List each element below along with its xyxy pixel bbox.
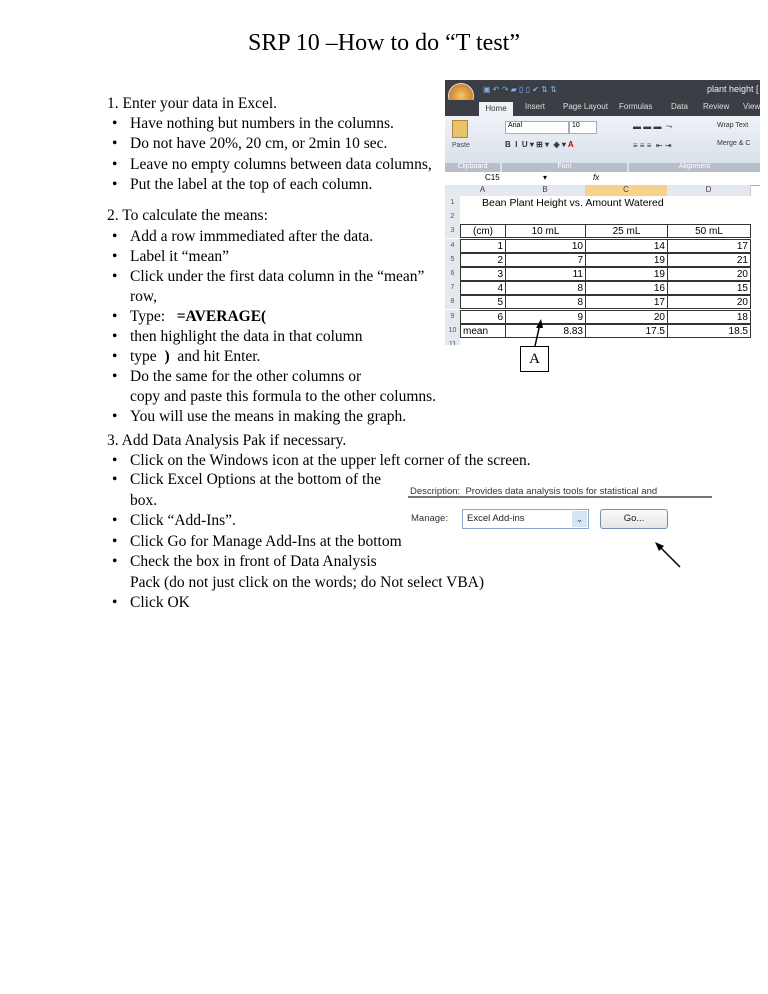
data-cell[interactable]: 17 — [585, 295, 668, 309]
step-1-heading: 1. Enter your data in Excel. — [107, 95, 278, 112]
mean-cell[interactable]: mean — [460, 324, 506, 338]
page-title: SRP 10 –How to do “T test” — [247, 30, 520, 56]
quick-access-toolbar: ▣ ↶ ↷ ▰ ▯ ▯ ✔ ⇅ ⇅ — [483, 85, 557, 94]
name-box-dropdown-icon[interactable]: ▾ — [543, 173, 548, 182]
callout-a-box: A — [520, 346, 549, 372]
data-cell[interactable]: 15 — [667, 281, 751, 295]
step-2-note: • You will use the means in making the graph. — [130, 408, 406, 426]
data-cell[interactable]: 7 — [505, 253, 586, 267]
column-header-c[interactable]: C — [585, 185, 668, 196]
data-cell[interactable]: 20 — [667, 295, 751, 309]
data-cell[interactable]: 14 — [585, 239, 668, 253]
data-cell[interactable]: 8 — [505, 281, 586, 295]
row-header[interactable]: 4 — [445, 239, 460, 253]
step-2-bullet: • Click under the first data column in the “mean” row, — [130, 267, 425, 307]
description-label: Description: — [410, 486, 461, 497]
header-cell[interactable]: (cm) — [460, 224, 506, 238]
tab-home[interactable]: Home — [479, 102, 513, 116]
mean-cell[interactable]: 8.83 — [505, 324, 586, 338]
step-2-bullet: • Add a row immmediated after the data. — [130, 228, 373, 246]
manage-label: Manage: — [411, 513, 448, 524]
data-cell[interactable]: 5 — [460, 295, 506, 309]
font-size-select[interactable]: 10 — [569, 121, 597, 134]
manage-select-value: Excel Add-ins — [467, 513, 525, 524]
bullet-suffix: and hit Enter. — [177, 348, 261, 365]
header-cell[interactable]: 50 mL — [667, 224, 751, 238]
font-name-select[interactable]: Arial — [505, 121, 569, 134]
data-cell[interactable]: 10 — [505, 239, 586, 253]
column-header-d[interactable]: D — [667, 185, 751, 196]
row-header[interactable]: 9 — [445, 310, 460, 324]
header-cell[interactable]: 10 mL — [505, 224, 586, 238]
tab-formulas[interactable]: Formulas — [619, 102, 653, 111]
mean-cell[interactable]: 17.5 — [585, 324, 668, 338]
step-1-bullet: • Do not have 20%, 20 cm, or 2min 10 sec. — [130, 135, 387, 153]
tab-review[interactable]: Review — [703, 102, 730, 111]
group-font: Font — [502, 163, 627, 172]
step-2-heading: 2. To calculate the means: — [107, 207, 268, 224]
chevron-down-icon[interactable]: ⌄ — [572, 511, 587, 527]
fx-icon[interactable]: fx — [593, 173, 600, 182]
step-2-bullet: • Do the same for the other columns or — [130, 368, 361, 386]
data-cell[interactable]: 19 — [585, 253, 668, 267]
row-header[interactable]: 10 — [445, 324, 460, 338]
format-buttons[interactable]: B I U ▾ ⊞ ▾ ◈ ▾ A — [505, 140, 574, 149]
merge-button[interactable]: Merge & C — [717, 140, 751, 147]
step-3-bullet: • Click OK — [130, 594, 190, 612]
data-cell[interactable]: 11 — [505, 267, 586, 281]
step-3-bullet: • Click on the Windows icon at the upper left corner of the screen. — [130, 452, 531, 470]
step-1-bullet: • Leave no empty columns between data columns, — [130, 156, 432, 174]
data-cell[interactable]: 21 — [667, 253, 751, 267]
wrap-text-button[interactable]: Wrap Text — [717, 122, 749, 129]
tab-page-layout[interactable]: Page Layout — [563, 102, 608, 111]
bullet-text: Type: — [130, 308, 166, 325]
step-3-bullet: • Click Excel Options at the bottom of the — [130, 471, 381, 489]
tab-data[interactable]: Data — [671, 102, 688, 111]
step-3-continuation: box. — [130, 492, 158, 509]
row-header[interactable]: 3 — [445, 224, 460, 238]
paren-text: ) — [164, 348, 170, 365]
formula-text: =AVERAGE( — [176, 308, 267, 325]
data-cell[interactable]: 3 — [460, 267, 506, 281]
data-cell[interactable]: 20 — [585, 310, 668, 324]
data-cell[interactable]: 1 — [460, 239, 506, 253]
manage-select[interactable] — [462, 509, 589, 529]
step-2-continuation: copy and paste this formula to the other columns. — [130, 388, 437, 405]
row-header[interactable]: 5 — [445, 253, 460, 267]
step-2-bullet: • Label it “mean” — [130, 248, 229, 266]
paste-label[interactable]: Paste — [452, 142, 470, 149]
window-title: plant height [ — [707, 84, 759, 94]
sheet-title-cell[interactable]: Bean Plant Height vs. Amount Watered — [482, 197, 664, 209]
header-cell[interactable]: 25 mL — [585, 224, 668, 238]
step-1-bullet: • Have nothing but numbers in the columns. — [130, 115, 394, 133]
step-3-bullet: • Click Go for Manage Add-Ins at the bottom — [130, 533, 402, 551]
data-cell[interactable]: 6 — [460, 310, 506, 324]
step-3-heading: 3. Add Data Analysis Pak if necessary. — [107, 432, 347, 449]
data-cell[interactable]: 2 — [460, 253, 506, 267]
group-alignment: Alignment — [629, 163, 760, 172]
step-3-bullet: • Click “Add-Ins”. — [130, 512, 236, 530]
group-clipboard: Clipboard — [445, 163, 500, 172]
addins-description — [410, 486, 657, 497]
row-header[interactable]: 8 — [445, 295, 460, 309]
name-box[interactable]: C15 — [485, 173, 500, 182]
row-header[interactable]: 6 — [445, 267, 460, 281]
row-header[interactable]: 1 — [445, 196, 460, 210]
description-text: Provides data analysis tools for statistical and — [465, 486, 658, 497]
step-1-bullet: • Put the label at the top of each column. — [130, 176, 372, 194]
bullet-text: type — [130, 348, 157, 365]
row-header[interactable]: 2 — [445, 210, 460, 224]
column-header-a[interactable]: A — [460, 185, 506, 196]
column-header-b[interactable]: B — [505, 185, 586, 196]
tab-insert[interactable]: Insert — [525, 102, 546, 111]
mean-cell[interactable]: 18.5 — [667, 324, 751, 338]
row-header[interactable]: 7 — [445, 281, 460, 295]
go-button[interactable]: Go... — [600, 509, 668, 529]
data-cell[interactable]: 9 — [505, 310, 586, 324]
data-cell[interactable]: 20 — [667, 267, 751, 281]
tab-view[interactable]: View — [743, 102, 760, 111]
data-cell[interactable]: 18 — [667, 310, 751, 324]
data-cell[interactable]: 19 — [585, 267, 668, 281]
step-3-continuation: Pack (do not just click on the words; do Not select VBA) — [130, 574, 485, 591]
align-buttons[interactable]: ▬ ▬ ▬ ⤳ ≡ ≡ ≡ ⇤ ⇥ — [633, 122, 673, 150]
step-3-bullet: • Check the box in front of Data Analysis — [130, 553, 377, 571]
step-2-bullet: • then highlight the data in that column — [130, 328, 362, 346]
row-header[interactable]: 11 — [445, 338, 460, 345]
data-cell[interactable]: 4 — [460, 281, 506, 295]
data-cell[interactable]: 16 — [585, 281, 668, 295]
data-cell[interactable]: 8 — [505, 295, 586, 309]
data-cell[interactable]: 17 — [667, 239, 751, 253]
